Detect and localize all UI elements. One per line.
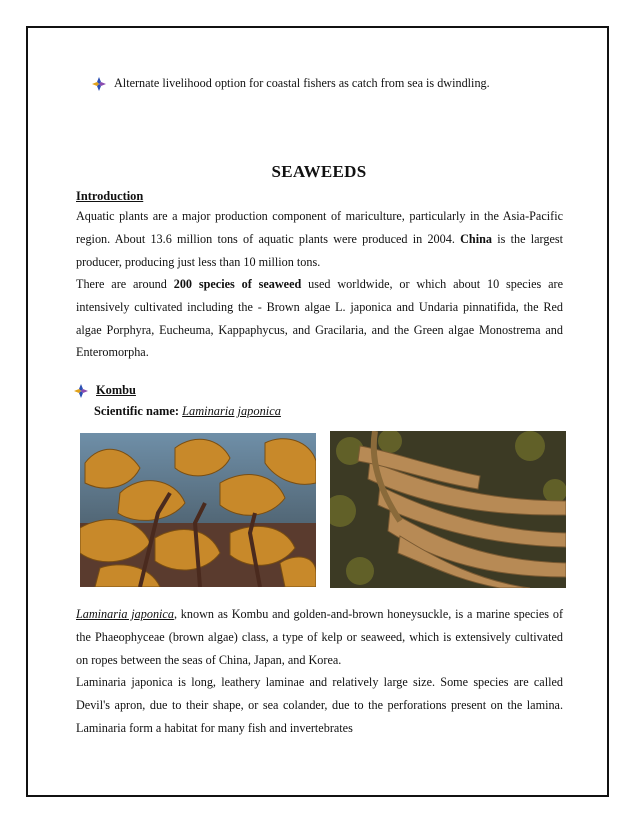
- kombu-paragraph-1: Laminaria japonica, known as Kombu and golden-and-brown honeysuckle, is a marine species of the Phaeophyceae (brown algae) class, a type of kelp or seaweed, which is extensively cultivated on ropes between the seas of China, Japan, and Korea.: [76, 607, 564, 667]
- scientific-name-line: [94, 404, 281, 419]
- diamond-bullet-icon: [74, 384, 88, 398]
- scientific-species: japonica: [237, 404, 281, 418]
- laminaria-japonica-link[interactable]: Laminaria japonica: [76, 607, 174, 621]
- kombu-photo-shore: [80, 433, 316, 587]
- diamond-bullet-icon: [92, 77, 106, 91]
- intro-paragraph-2: There are around 200 species of seaweed used worldwide, or which about 10 species are intensively cultivated including the - Brown algae L. japonica and Undaria pinnatifida, the Red algae Porphyra, Eucheuma, Kappaphycus, and Gracilaria, and the Green algae Monostrema and Enteromorpha.: [76, 277, 563, 360]
- china-bold: China: [460, 231, 492, 246]
- species-count-bold: 200 species of seaweed: [173, 277, 302, 291]
- scientific-name-label: Scientific name:: [94, 404, 179, 418]
- scientific-genus: Laminaria: [182, 404, 235, 418]
- kombu-photo-fronds: [330, 431, 566, 588]
- intro-paragraph-1: Aquatic plants are a major production component of mariculture, particularly in the Asia-Pacific region. About 13.6 million tons of aquatic plants were produced in 2004. China is the largest producer, producing just less than 10 million tons.: [76, 209, 563, 269]
- kombu-bullet-item: [74, 383, 136, 398]
- page-title: SEAWEEDS: [271, 162, 367, 181]
- kombu-heading: Kombu: [96, 383, 136, 397]
- top-bullet-text: Alternate livelihood option for coastal fishers as catch from sea is dwindling.: [114, 76, 490, 90]
- intro-heading: Introduction: [76, 189, 144, 203]
- top-bullet-item: [92, 76, 490, 91]
- kombu-paragraph-2: Laminaria japonica is long, leathery laminae and relatively large size. Some species are called Devil's apron, due to their shape, or sea colander, due to the perforations present on the lamina. Laminaria form a habitat for many fish and invertebrates: [76, 675, 563, 735]
